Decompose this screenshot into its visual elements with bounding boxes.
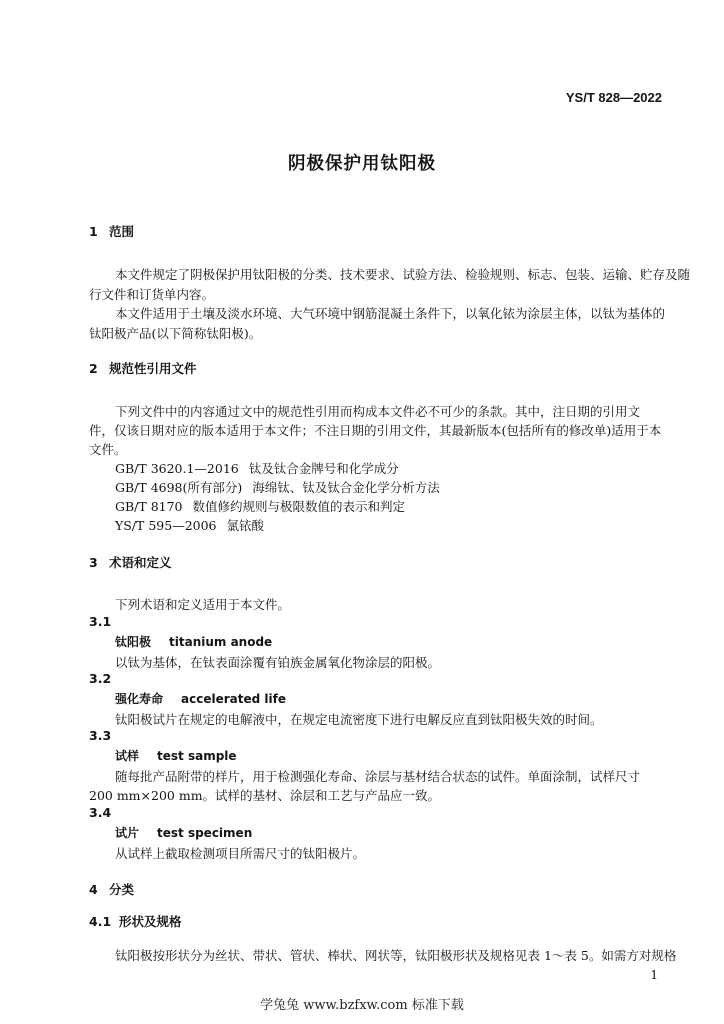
- term-number: 3.3: [89, 728, 112, 743]
- reference-code: GB/T 8170: [115, 499, 183, 514]
- subsection-title: 形状及规格: [119, 914, 182, 929]
- term-definition: 随每批产品附带的样片，用于检测强化寿命、涂层与基材结合状态的试件。单面涂制，试样尺寸: [115, 769, 641, 784]
- reference-item: [115, 459, 399, 477]
- paragraph-line: 下列术语和定义适用于本文件。: [115, 597, 291, 612]
- paragraph-line: 本文件适用于土壤及淡水环境、大气环境中钢筋混凝土条件下，以氧化铱为涂层主体，以钛为基体的: [115, 306, 666, 321]
- reference-item: [115, 497, 405, 515]
- paragraph-line: 文件。: [89, 442, 127, 457]
- paragraph-line: 件，仅该日期对应的版本适用于本文件；不注日期的引用文件，其最新版本(包括所有的修改单)适用于本: [89, 423, 662, 438]
- term-definition: 从试样上截取检测项目所需尺寸的钛阳极片。: [115, 846, 366, 861]
- standard-code: YS/T 828—2022: [565, 90, 662, 105]
- section-title: 分类: [109, 882, 135, 897]
- section-number: 4: [89, 882, 98, 897]
- reference-title: 钛及钛合金牌号和化学成分: [248, 461, 399, 476]
- section-4-heading: [89, 880, 134, 898]
- section-1-heading: [89, 222, 134, 240]
- subsection-number: 4.1: [89, 914, 112, 929]
- term-chinese: 试片: [115, 826, 140, 840]
- paragraph-line: 钛阳极产品(以下简称钛阳极)。: [89, 326, 262, 341]
- term-number: 3.2: [89, 671, 112, 686]
- paragraph-line: 下列文件中的内容通过文中的规范性引用而构成本文件必不可少的条款。其中，注日期的引用文: [115, 404, 641, 419]
- page-number: 1: [650, 968, 658, 982]
- term-number: 3.4: [89, 805, 112, 820]
- term-english: titanium anode: [169, 635, 273, 649]
- watermark: 学兔兔 www.bzfxw.com 标准下载: [260, 998, 464, 1013]
- subsection-4-1-heading: [89, 912, 182, 930]
- reference-code: GB/T 4698(所有部分): [115, 480, 243, 495]
- reference-code: GB/T 3620.1—2016: [115, 461, 239, 476]
- reference-title: 数值修约规则与极限数值的表示和判定: [192, 499, 406, 514]
- section-number: 3: [89, 555, 98, 570]
- term-heading: [115, 633, 272, 650]
- term-chinese: 试样: [115, 749, 140, 763]
- term-heading: [115, 747, 237, 764]
- section-number: 2: [89, 361, 98, 376]
- section-2-heading: [89, 359, 197, 377]
- term-english: accelerated life: [181, 692, 286, 706]
- section-number: 1: [89, 224, 98, 239]
- term-number: 3.1: [89, 614, 112, 629]
- reference-code: YS/T 595—2006: [115, 518, 217, 533]
- reference-title: 海绵钛、钛及钛合金化学分析方法: [252, 480, 440, 495]
- term-definition: 200 mm×200 mm。试样的基材、涂层和工艺与产品应一致。: [89, 788, 441, 803]
- term-english: test specimen: [157, 826, 253, 840]
- reference-item: [115, 516, 264, 534]
- section-title: 规范性引用文件: [109, 361, 197, 376]
- term-heading: [115, 824, 252, 841]
- term-heading: [115, 690, 286, 707]
- term-chinese: 强化寿命: [115, 692, 164, 706]
- section-title: 范围: [109, 224, 135, 239]
- document-title: 阴极保护用钛阳极: [288, 154, 436, 174]
- term-definition: 钛阳极试片在规定的电解液中，在规定电流密度下进行电解反应直到钛阳极失效的时间。: [115, 712, 603, 727]
- term-english: test sample: [157, 749, 237, 763]
- term-definition: 以钛为基体，在钛表面涂覆有铂族金属氧化物涂层的阳极。: [115, 655, 441, 670]
- reference-item: [115, 478, 440, 496]
- reference-title: 氯铱酸: [226, 518, 265, 533]
- paragraph-line: 行文件和订货单内容。: [89, 287, 215, 302]
- paragraph-line: 钛阳极按形状分为丝状、带状、管状、棒状、网状等，钛阳极形状及规格见表 1～表 5。如需方对规格: [115, 948, 677, 963]
- term-chinese: 钛阳极: [115, 635, 152, 649]
- section-title: 术语和定义: [109, 555, 172, 570]
- section-3-heading: [89, 553, 172, 571]
- paragraph-line: 本文件规定了阴极保护用钛阳极的分类、技术要求、试验方法、检验规则、标志、包装、运输、贮存及随: [115, 267, 691, 282]
